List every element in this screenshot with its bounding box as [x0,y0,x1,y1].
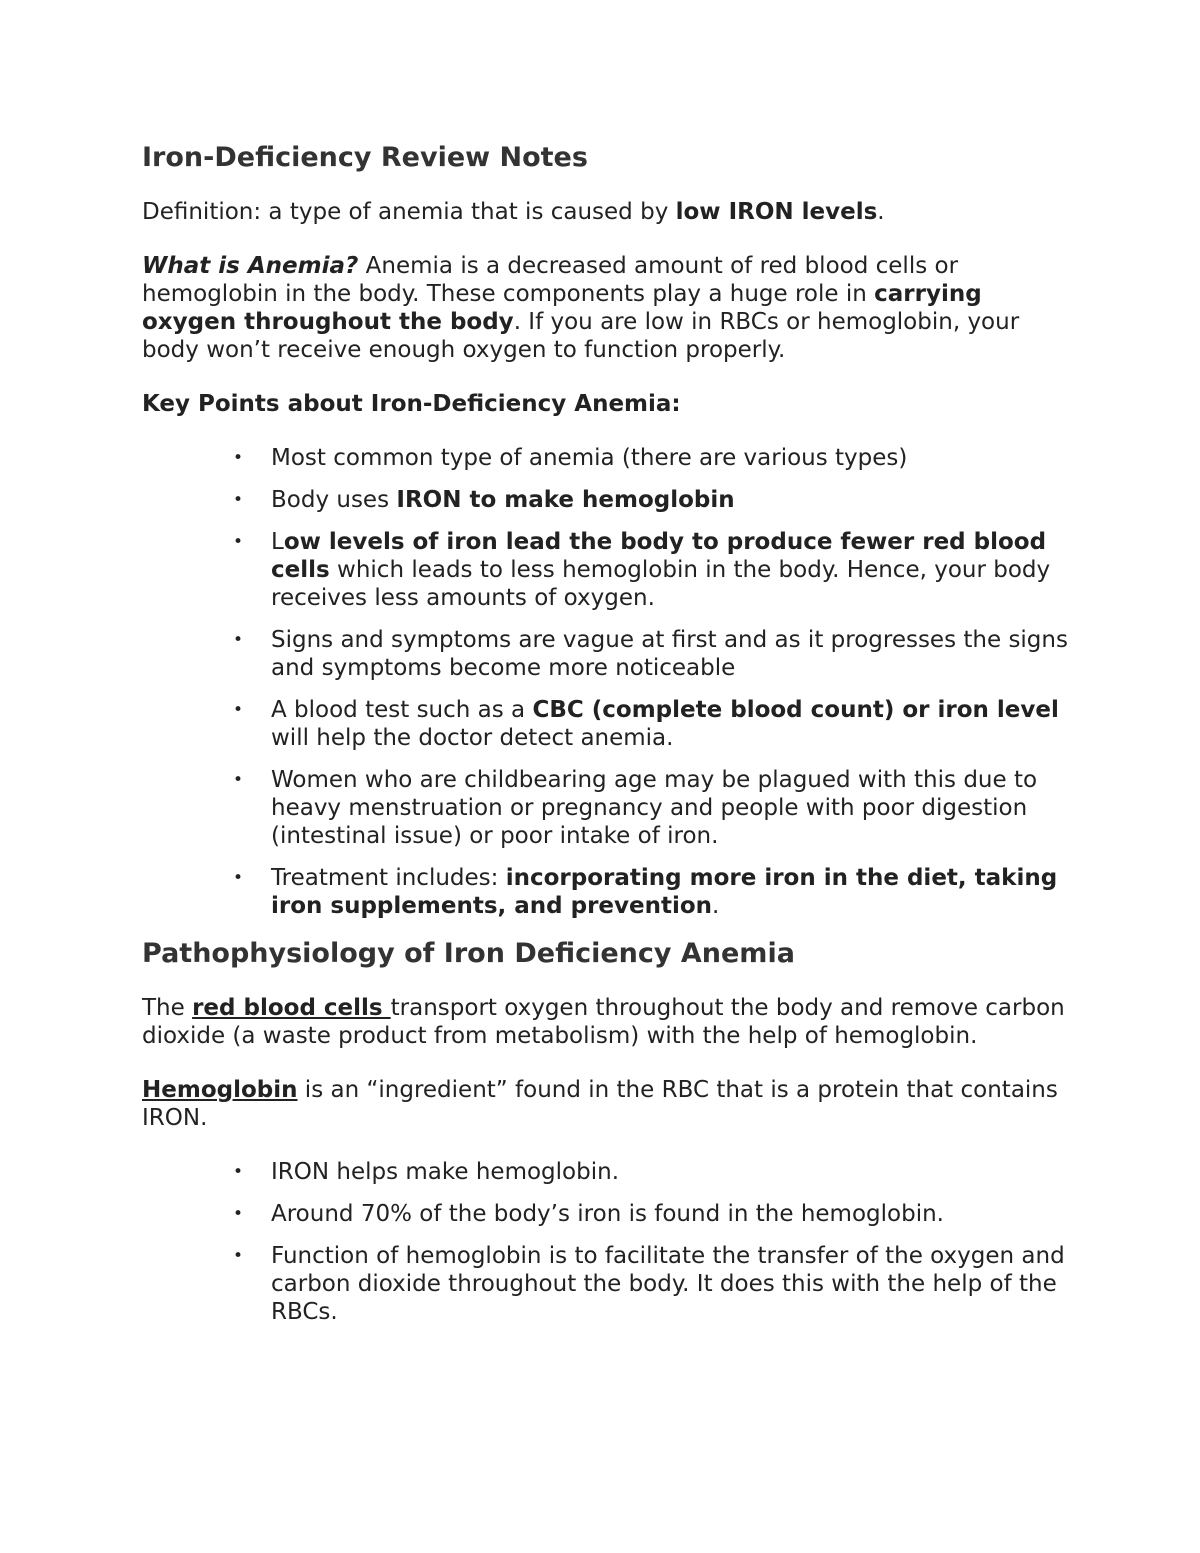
list-item: • Signs and symptoms are vague at first and as it progresses the signs and symptoms become more noticeable [233,627,1068,681]
hemoglobin-paragraph: Hemoglobin is an “ingredient” found in the RBC that is a protein that contains IRON. [142,1077,1058,1131]
document-title: Iron-Deficiency Review Notes [142,142,588,173]
bullet-icon: • [233,700,244,720]
anemia-paragraph [142,252,1072,364]
list-item: • Most common type of anemia (there are various types) [233,445,908,471]
key-points-list [142,444,1072,920]
anemia-text-2: . If you are low in RBCs or hemoglobin, your body won’t receive enough oxygen to function properly. [142,309,1020,363]
bullet-icon: • [233,868,244,888]
anemia-question: What is Anemia? [142,253,359,279]
list-item: • Body uses IRON to make hemoglobin [233,487,735,513]
bullet-icon: • [233,490,244,510]
list-item: • Around 70% of the body’s iron is found in the hemoglobin. [233,1201,944,1227]
list-item: • Function of hemoglobin is to facilitate the transfer of the oxygen and carbon dioxide throughout the body. It does this with the help of the RBCs. [233,1243,1065,1325]
rbc-paragraph: The red blood cells transport oxygen throughout the body and remove carbon dioxide (a waste product from metabolism) with the help of hemoglobin. [142,995,1065,1049]
bullet-icon: • [233,770,244,790]
document-page [142,138,1072,1340]
hemoglobin-term: Hemoglobin [142,1077,298,1103]
rbc-term: red blood cells [192,995,391,1021]
bullet-icon: • [233,630,244,650]
bullet-icon: • [233,1162,244,1182]
anemia-bold: carrying oxygen throughout the body [142,281,982,335]
definition-text: Definition: a type of anemia that is caused by [142,199,676,225]
hemoglobin-points-list [142,1158,1072,1326]
definition-end: . [877,199,885,225]
list-item: • Treatment includes: incorporating more iron in the diet, taking iron supplements, and prevention. [233,865,1058,919]
list-item: • IRON helps make hemoglobin. [233,1159,619,1185]
pathophysiology-heading: Pathophysiology of Iron Deficiency Anemia [142,938,795,969]
list-item: • Low levels of iron lead the body to produce fewer red blood cells which leads to less hemoglobin in the body. Hence, your body receives less amounts of oxygen. [233,529,1051,611]
list-item: • A blood test such as a CBC (complete blood count) or iron level will help the doctor detect anemia. [233,697,1059,751]
bullet-icon: • [233,1204,244,1224]
definition-bold: low IRON levels [675,199,878,225]
key-points-heading: Key Points about Iron-Deficiency Anemia: [142,391,681,417]
anemia-text-1: Anemia is a decreased amount of red blood cells or hemoglobin in the body. These components play a huge role in [142,253,959,307]
bullet-icon: • [233,532,244,552]
bullet-icon: • [233,448,244,468]
bullet-icon: • [233,1246,244,1266]
definition-paragraph [142,198,1072,226]
list-item: • Women who are childbearing age may be plagued with this due to heavy menstruation or pregnancy and people with poor digestion (intestinal issue) or poor intake of iron. [233,767,1038,849]
